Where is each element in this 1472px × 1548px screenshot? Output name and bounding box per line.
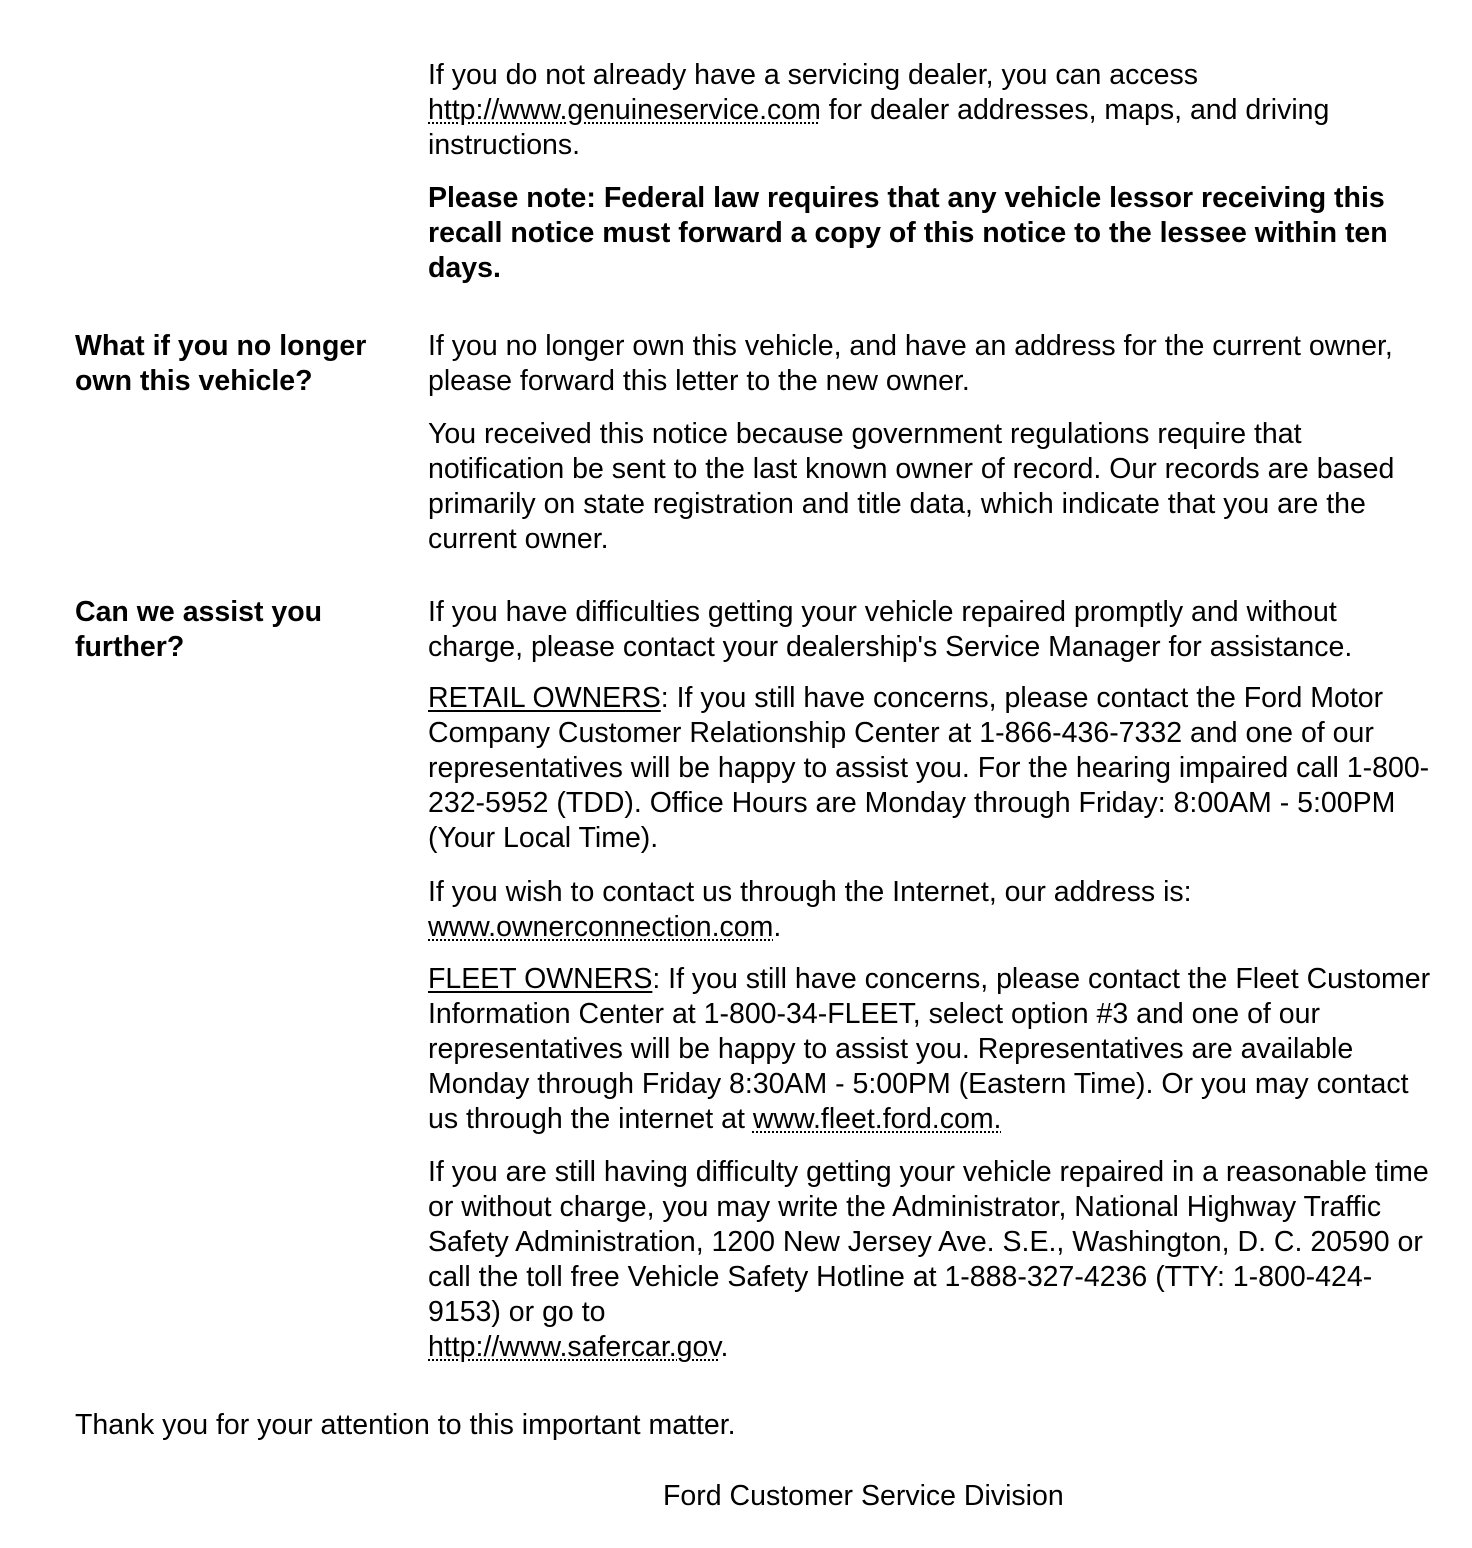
retail-owners-heading: RETAIL OWNERS bbox=[428, 682, 661, 714]
nhtsa-text: If you are still having difficulty getting your vehicle repaired in a reasonable time or without charge, you may write the Administrator, National Highway Traffic Safety Administration, 1200 New Jersey Ave. S.E., Washington, D. C. 20590 or call the toll free Vehicle Safety Hotline at 1-888-327-4236 (TTY: 1-800-424-9153) or go to bbox=[428, 1156, 1429, 1328]
dealer-paragraph bbox=[428, 58, 1438, 163]
fleet-owners-heading: FLEET OWNERS bbox=[428, 963, 653, 995]
signature: Ford Customer Service Division bbox=[663, 1480, 1064, 1512]
nhtsa-paragraph bbox=[428, 1155, 1438, 1365]
nhtsa-after: . bbox=[720, 1331, 729, 1363]
assist-paragraph-1: If you have difficulties getting your vehicle repaired promptly and without charge, please contact your dealership's Service Manager for assistance. bbox=[428, 596, 1353, 663]
fleet-owners-text: : If you still have concerns, please contact the Fleet Customer Information Center at 1-800-34-FLEET, select option #3 and one of our representatives will be happy to assist you. Representatives are available Monday through Friday 8:30AM - 5:00PM (Eastern Time). Or you may contact us through the internet at bbox=[428, 963, 1431, 1135]
no-longer-own-paragraph-2: You received this notice because government regulations require that notification be sent to the last known owner of record. Our records are based primarily on state registration and title data, which indicate that you are the current owner. bbox=[428, 418, 1395, 555]
dealer-text-after: for dealer addresses, maps, and driving instructions. bbox=[428, 94, 1330, 161]
dealer-text-before: If you do not already have a servicing dealer, you can access bbox=[428, 59, 1198, 91]
retail-owners-paragraph bbox=[428, 681, 1438, 856]
retail-owners-text: : If you still have concerns, please contact the Ford Motor Company Customer Relationship Center at 1-866-436-7332 and one of our representatives will be happy to assist you. For the hearing impaired call 1-800-232-5952 (TDD). Office Hours are Monday through Friday: 8:00AM - 5:00PM (Your Local Time). bbox=[428, 682, 1430, 854]
fleet-link[interactable]: www.fleet.ford.com. bbox=[752, 1103, 1002, 1135]
internet-after: . bbox=[773, 911, 782, 943]
no-longer-own-paragraph-1: If you no longer own this vehicle, and have an address for the current owner, please forward this letter to the new owner. bbox=[428, 330, 1393, 397]
safercar-link[interactable]: http://www.safercar.gov bbox=[428, 1331, 721, 1363]
internet-paragraph bbox=[428, 875, 1438, 945]
fleet-owners-paragraph bbox=[428, 962, 1438, 1137]
dealer-link[interactable]: http://www.genuineservice.com bbox=[428, 94, 821, 126]
closing-line: Thank you for your attention to this important matter. bbox=[75, 1409, 736, 1441]
ownerconnection-link[interactable]: www.ownerconnection.com bbox=[428, 911, 774, 943]
section-label-no-longer-own: What if you no longer own this vehicle? bbox=[75, 330, 367, 397]
please-note-paragraph: Please note: Federal law requires that any vehicle lessor receiving this recall notice must forward a copy of this notice to the lessee within ten days. bbox=[428, 182, 1388, 284]
internet-text: If you wish to contact us through the Internet, our address is: bbox=[428, 876, 1192, 908]
section-label-assist: Can we assist you further? bbox=[75, 596, 323, 663]
